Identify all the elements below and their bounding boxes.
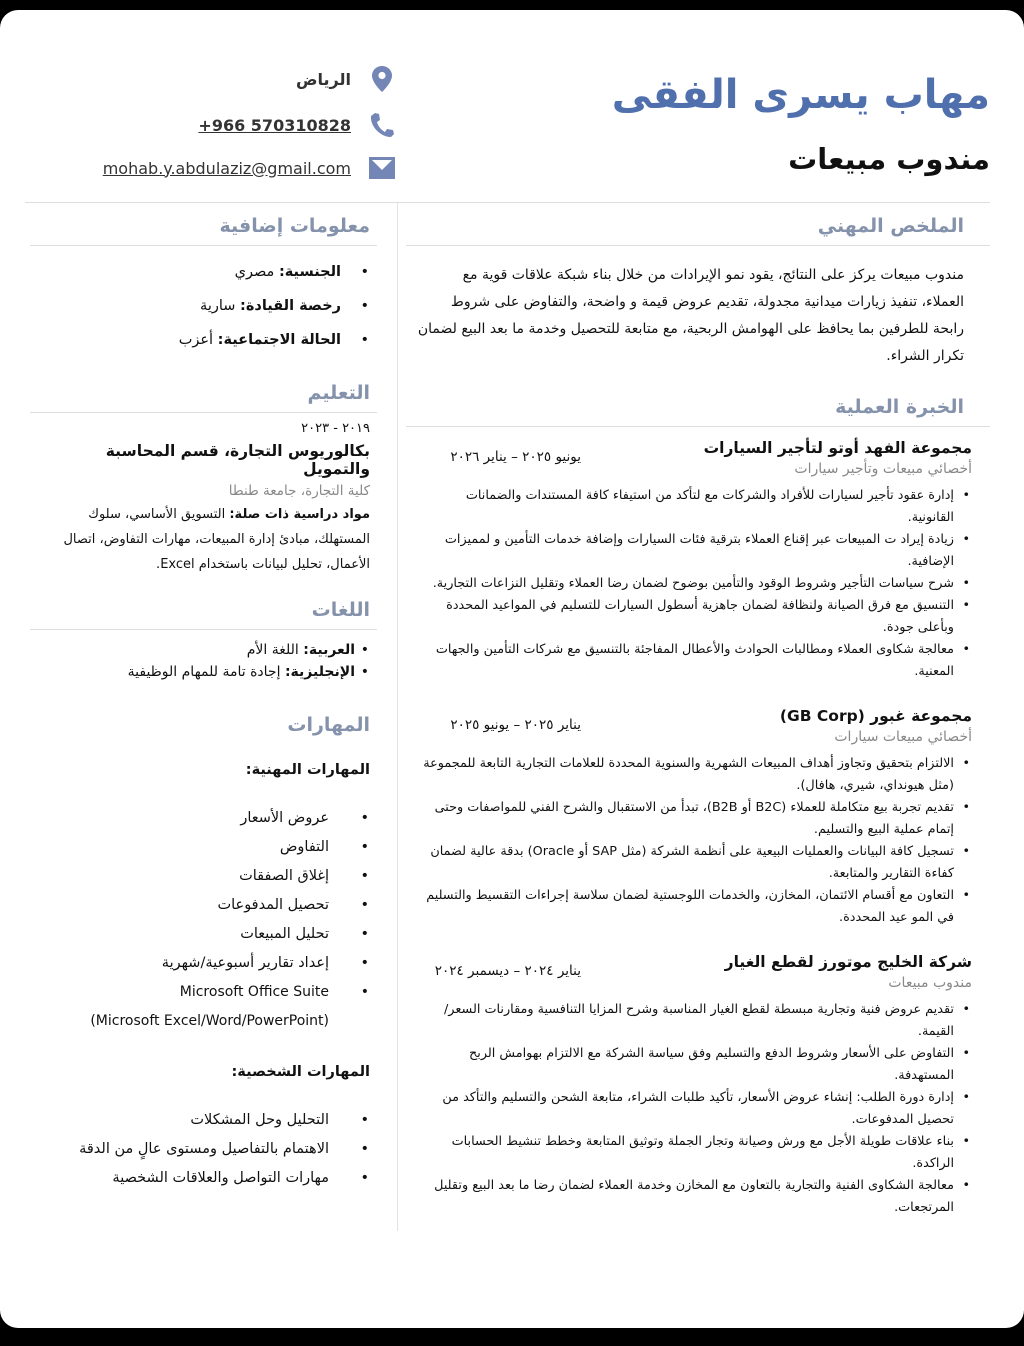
location-text: الرياض <box>296 69 351 89</box>
info-label: الحالة الاجتماعية: <box>217 332 341 348</box>
resume-columns <box>25 202 990 1231</box>
languages-heading: اللغات <box>30 587 377 630</box>
courses-label: مواد دراسية ذات صلة: <box>229 507 370 522</box>
skill-item-continued: (Microsoft Excel/Word/PowerPoint) <box>90 1013 329 1029</box>
contact-email[interactable] <box>100 157 395 179</box>
job-bullet: • شرح سياسات التأجير وشروط الوقود والتأمين بوضوح لضمان رضا العملاء وتقليل النزاعات التجارية. <box>416 573 954 595</box>
skill-item: • Microsoft Office Suite <box>30 978 329 1007</box>
job-bullet: • تقديم عروض فنية وتجارية مبسطة لقطع الغيار المناسبة وشرح المزايا التنافسية ومقارنات السعر/القيمة. <box>416 999 954 1043</box>
side-column <box>25 203 397 1231</box>
contact-phone[interactable] <box>100 112 395 138</box>
main-column <box>397 203 990 1231</box>
personal-skills-list <box>30 1106 377 1193</box>
job-bullet: • تقديم تجربة بيع متكاملة للعملاء (B2C أو B2B)، تبدأ من الاستقبال والشرح الفني للمواصفات وحتى إتمام عملية البيع والتسليم. <box>416 797 954 841</box>
email-icon <box>369 157 395 179</box>
info-license <box>30 298 341 314</box>
education-courses <box>40 502 370 577</box>
skill-item: • الاهتمام بالتفاصيل ومستوى عالٍ من الدقة <box>30 1135 329 1164</box>
job-bullet: • معالجة شكاوى العملاء ومطالبات الحوادث والأعطال المفاجئة بالتنسيق مع شركات التأمين والجهات المعنية. <box>416 639 954 683</box>
languages-list <box>30 642 377 680</box>
courses-text: التسويق الأساسي، سلوك المستهلك، مبادئ إدارة المبيعات، مهارات التفاوض، اتصال الأعمال، تحليل لبيانات باستخدام Excel. <box>63 507 370 572</box>
job-bullet: • التنسيق مع فرق الصيانة ولنظافة لضمان جاهزية أسطول السيارات للتسليم في المواعيد المحددة وبأعلى جودة. <box>416 595 954 639</box>
skill-item: • إعداد تقارير أسبوعية/شهرية <box>30 949 329 978</box>
info-value: أعزب <box>178 332 214 348</box>
skill-item: • مهارات التواصل والعلاقات الشخصية <box>30 1164 329 1193</box>
experience-heading: الخبرة العملية <box>406 384 990 427</box>
contact-location <box>100 66 395 92</box>
job-role: أخصائي مبيعات سيارات <box>834 729 972 745</box>
resume-page <box>0 10 1024 1328</box>
job-bullet: • التفاوض على الأسعار وشروط الدفع والتسليم وفق سياسة الشركة مع الالتزام بهوامش الربح المستهدفة. <box>416 1043 954 1087</box>
skill-item: • عروض الأسعار <box>30 804 329 833</box>
professional-skills-list <box>30 804 377 1036</box>
summary-text: مندوب مبيعات يركز على النتائج، يقود نمو الإيرادات من خلال بناء شبكة علاقات قوية مع العملاء، تنفيذ زيارات ميدانية مجدولة، تقديم عروض قيمة و واضحة، والتفاوض على شروط رابحة للطرفين بما يحافظ على الهوامش الربحية، مع متابعة للتحصيل وخدمة ما بعد البيع لضمان تكرار الشراء. <box>417 267 964 364</box>
education-heading: التعليم <box>30 370 377 413</box>
phone-link[interactable]: +966 570310828 <box>198 115 351 135</box>
job-entry <box>406 427 990 683</box>
job-bullet: • التعاون مع أقسام الائتمان، المخازن، والخدمات اللوجستية لضمان سلاسة إجراءات التقسيط والتسليم في المو عيد المحددة. <box>416 885 954 929</box>
info-value: مصري <box>234 264 275 280</box>
language-arabic <box>30 642 355 658</box>
job-bullet: • معالجة الشكاوى الفنية والتجارية بالتعاون مع المخازن وخدمة العملاء لضمان رضا ما بعد البيع وتقليل المرتجعات. <box>416 1175 954 1219</box>
job-date: يناير ٢٠٢٤ – ديسمبر ٢٠٢٤ <box>434 963 581 979</box>
education-date: ٢٠١٩ - ٢٠٢٣ <box>301 421 370 436</box>
job-role: أخصائي مبيعات وتأجير سيارات <box>794 461 972 477</box>
language-label: الإنجليزية: <box>284 664 355 680</box>
job-title: مندوب مبيعات <box>788 142 990 176</box>
company-name: شركة الخليج موتورز لقطع الغيار <box>724 953 972 971</box>
personal-skills-label: المهارات الشخصية: <box>231 1064 370 1080</box>
skills-heading: المهارات <box>287 714 370 736</box>
skill-item: • التفاوض <box>30 833 329 862</box>
skill-item: • تحصيل المدفوعات <box>30 891 329 920</box>
job-bullet: • تسجيل كافة البيانات والعمليات البيعية على أنظمة الشركة (مثل SAP أو Oracle) بدقة عالية لضمان كفاءة التقارير والمتابعة. <box>416 841 954 885</box>
job-bullet: • زيادة إيراد ت المبيعات عبر إقناع العملاء بترقية فئات السيارات وإضافة خدمات التأمين و لمميزات الإضافية. <box>416 529 954 573</box>
job-bullet: • إدارة عقود تأجير لسيارات للأفراد والشركات مع لتأكد من استيفاء كافة المستندات والضمانات القانونية. <box>416 485 954 529</box>
job-entry <box>406 941 990 1219</box>
language-label: العربية: <box>303 642 355 658</box>
info-value: سارية <box>200 298 236 314</box>
education-degree: بكالوريوس التجارة، قسم المحاسبة والتمويل <box>105 442 370 478</box>
location-pin-icon <box>369 66 395 92</box>
job-bullet: • إدارة دورة الطلب: إنشاء عروض الأسعار، تأكيد طلبات الشراء، متابعة الشحن والتسليم والتأكد من تحصيل المدفوعات. <box>416 1087 954 1131</box>
company-name: مجموعة غبور (GB Corp) <box>779 707 972 725</box>
email-link[interactable]: mohab.y.abdulaziz@gmail.com <box>102 158 351 178</box>
company-name: مجموعة الفهد أوتو لتأجير السيارات <box>703 439 972 457</box>
candidate-name: مهاب يسرى الفقى <box>611 72 990 118</box>
skill-item: • التحليل وحل المشكلات <box>30 1106 329 1135</box>
additional-heading: معلومات إضافية <box>30 203 377 246</box>
education-school: كلية التجارة، جامعة طنطا <box>228 483 370 499</box>
job-bullet: • الالتزام بتحقيق وتجاوز أهداف المبيعات الشهرية والسنوية المحددة للعلامات التجارية التابعة للمجموعة (مثل هيونداي، شيري، هافال). <box>416 753 954 797</box>
professional-skills-label: المهارات المهنية: <box>245 762 370 778</box>
skill-item: • إغلاق الصفقات <box>30 862 329 891</box>
additional-info-list <box>30 264 377 348</box>
language-level: إجادة تامة للمهام الوظيفية <box>127 664 281 680</box>
info-marital <box>30 332 341 348</box>
phone-icon <box>369 112 395 138</box>
info-label: رخصة القيادة: <box>240 298 341 314</box>
language-english <box>30 664 355 680</box>
job-bullet: • بناء علاقات طويلة الأجل مع ورش وصيانة وتجار الجملة وتوثيق المتابعة وخطط تنشيط الحسابات الراكدة. <box>416 1131 954 1175</box>
job-role: مندوب مبيعات <box>888 975 972 991</box>
job-entry <box>406 695 990 929</box>
skill-item: • تحليل المبيعات <box>30 920 329 949</box>
education-entry <box>30 413 377 587</box>
summary-heading: الملخص المهني <box>406 203 990 246</box>
resume-header <box>0 10 1024 202</box>
info-label: الجنسية: <box>278 264 341 280</box>
info-nationality <box>30 264 341 280</box>
job-date: يونيو ٢٠٢٥ – يناير ٢٠٢٦ <box>450 449 581 465</box>
job-date: يناير ٢٠٢٥ – يونيو ٢٠٢٥ <box>450 717 581 733</box>
language-level: اللغة الأم <box>246 642 299 658</box>
